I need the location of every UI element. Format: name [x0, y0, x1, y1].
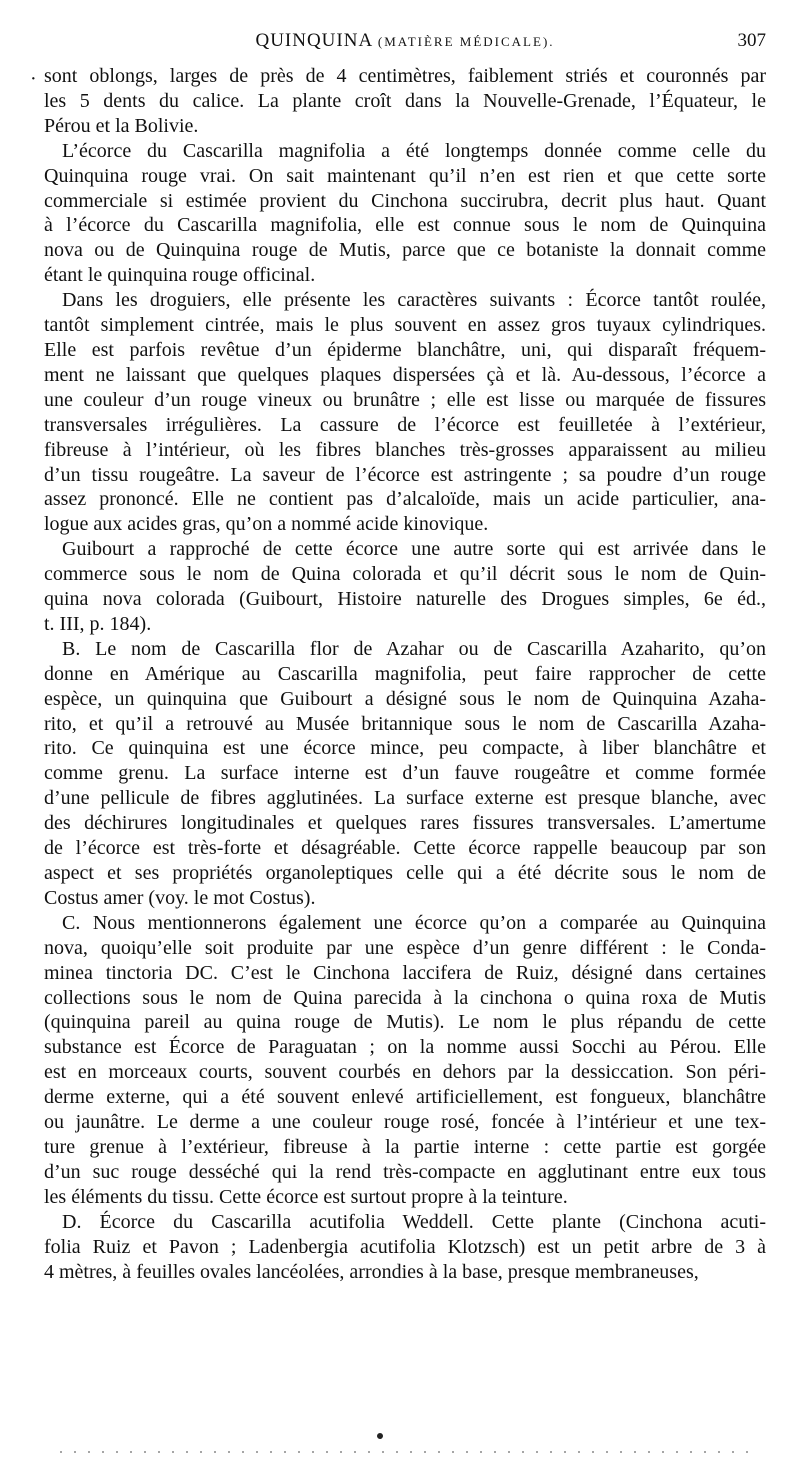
text-line: d’un suc rouge desséché qui la rend très-compacte en agglutinant entre eux tous: [44, 1160, 766, 1183]
text-line: nova, quoiqu’elle soit produite par une espèce d’un genre différent : le Conda-: [44, 936, 766, 959]
header-title: [44, 30, 766, 52]
text-line: Elle est parfois revêtue d’un épiderme blanchâtre, uni, qui disparaît fréquem-: [44, 338, 766, 361]
text-line: d’une pellicule de fibres agglutinées. La surface externe est presque blanche, avec: [44, 787, 766, 810]
text-line: derme externe, qui a été souvent enlevé artificiellement, est fongueux, blanchâtre: [44, 1086, 766, 1109]
text-line: B. Le nom de Cascarilla flor de Azahar ou de Cascarilla Azaharito, qu’on: [62, 637, 766, 660]
text-line: Guibourt a rapproché de cette écorce une autre sorte qui est arrivée dans le: [62, 538, 766, 561]
text-line: folia Ruiz et Pavon ; Ladenbergia acutifolia Klotzsch) est un petit arbre de 3 à: [44, 1235, 766, 1258]
text-line: rito, et qu’il a retrouvé au Musée britannique sous le nom de Cascarilla Azaha-: [44, 712, 766, 735]
text-line: ture grenue à l’extérieur, fibreuse à la partie interne : cette partie est gorgée: [44, 1135, 766, 1158]
text-line: ment ne laissant que quelques plaques dispersées çà et là. Au-dessous, l’écorce a: [44, 363, 766, 386]
running-header: [44, 30, 766, 56]
text-line: Costus amer (voy. le mot Costus).: [44, 886, 316, 909]
text-line: une couleur d’un rouge vineux ou brunâtre ; elle est lisse ou marquée de fissures: [44, 388, 766, 411]
text-line: fibreuse à l’intérieur, où les fibres blanches très-grosses apparaissent au milieu: [44, 438, 766, 461]
text-line: minea tinctoria DC. C’est le Cinchona laccifera de Ruiz, désigné dans certaines: [44, 961, 766, 984]
header-title-main: QUINQUINA: [255, 30, 373, 51]
text-line: (quinquina pareil au quina rouge de Mutis). Le nom le plus répandu de cette: [44, 1011, 766, 1034]
text-line: étant le quinquina rouge officinal.: [44, 264, 316, 287]
page-number: 307: [737, 30, 766, 51]
text-line: Quinquina rouge vrai. On sait maintenant qu’il n’en est rien et que cette sorte: [44, 164, 766, 187]
text-line: aspect et ses propriétés organoleptiques celle qui a été décrite sous le nom de: [44, 862, 766, 884]
text-line: des déchirures longitudinales et quelques rares fissures transversales. L’amertume: [44, 812, 766, 835]
text-line: rito. Ce quinquina est une écorce mince, peu compacte, à liber blanchâtre et: [44, 737, 766, 760]
text-line: comme grenu. La surface interne est d’un fauve rougeâtre et comme formée: [44, 762, 766, 785]
text-line: est en morceaux courts, souvent courbés en dehors par la dessiccation. Son péri-: [44, 1061, 766, 1084]
text-line: commerce sous le nom de Quina colorada et qu’il décrit sous le nom de Quin-: [44, 563, 766, 586]
footer-scan-noise: [60, 1451, 760, 1453]
text-line: Dans les droguiers, elle présente les caractères suivants : Écorce tantôt roulée,: [62, 289, 766, 312]
text-line: substance est Écorce de Paraguatan ; on la nomme aussi Socchi au Pérou. Elle: [44, 1036, 766, 1059]
text-line: tantôt simplement cintrée, mais le plus souvent en assez gros tuyaux cylindriques.: [44, 314, 766, 337]
text-line: espèce, un quinquina que Guibourt a désigné sous le nom de Quinquina Azaha-: [44, 687, 766, 710]
text-line: C. Nous mentionnerons également une écorce qu’on a comparée au Quinquina: [62, 911, 766, 934]
text-line: quina nova colorada (Guibourt, Histoire naturelle des Drogues simples, 6e éd.,: [44, 588, 766, 611]
text-line: les éléments du tissu. Cette écorce est surtout propre à la teinture.: [44, 1185, 568, 1208]
text-line: les 5 dents du calice. La plante croît dans la Nouvelle-Grenade, l’Équateur, le: [44, 89, 766, 112]
text-line: à l’écorce du Cascarilla magnifolia, elle est connue sous le nom de Quinquina: [44, 214, 766, 237]
text-line: transversales irrégulières. La cassure de l’écorce est feuilletée à l’extérieur,: [44, 413, 766, 436]
text-line: logue aux acides gras, qu’on a nommé acide kinovique.: [44, 513, 489, 536]
text-line: t. III, p. 184).: [44, 612, 152, 635]
body-text: [30, 64, 766, 1284]
text-line: ou jaunâtre. Le derme a une couleur rouge rosé, foncée à l’intérieur et une tex-: [44, 1111, 766, 1134]
text-line: nova ou de Quinquina rouge de Mutis, parce que ce botaniste la donnait comme: [44, 239, 766, 262]
text-line: D. Écorce du Cascarilla acutifolia Weddell. Cette plante (Cinchona acuti-: [62, 1210, 766, 1233]
footer-ink-dot: [377, 1433, 383, 1439]
text-line: d’un tissu rougeâtre. La saveur de l’écorce est astringente ; sa poudre d’un rouge: [44, 463, 766, 486]
text-line: de l’écorce est très-forte et désagréable. Cette écorce rappelle beaucoup par son: [44, 837, 766, 860]
text-line: collections sous le nom de Quina parecida à la cinchona o quina roxa de Mutis: [44, 986, 766, 1009]
text-line: commerciale si estimée provient du Cinchona succirubra, decrit plus haut. Quant: [44, 189, 766, 212]
text-line: Pérou et la Bolivie.: [44, 114, 199, 137]
text-line: sont oblongs, larges de près de 4 centimètres, faiblement striés et couronnés par: [44, 65, 766, 87]
text-line: 4 mètres, à feuilles ovales lancéolées, arrondies à la base, presque membraneuses,: [44, 1260, 699, 1283]
margin-mark: ·: [30, 68, 37, 90]
header-subtitle: (MATIÈRE MÉDICALE).: [377, 34, 555, 49]
text-line: L’écorce du Cascarilla magnifolia a été longtemps donnée comme celle du: [62, 139, 766, 162]
text-line: assez prononcé. Elle ne contient pas d’alcaloïde, mais un acide particulier, ana-: [44, 488, 766, 511]
text-line: donne en Amérique au Cascarilla magnifolia, peut faire rapprocher de cette: [44, 662, 766, 685]
